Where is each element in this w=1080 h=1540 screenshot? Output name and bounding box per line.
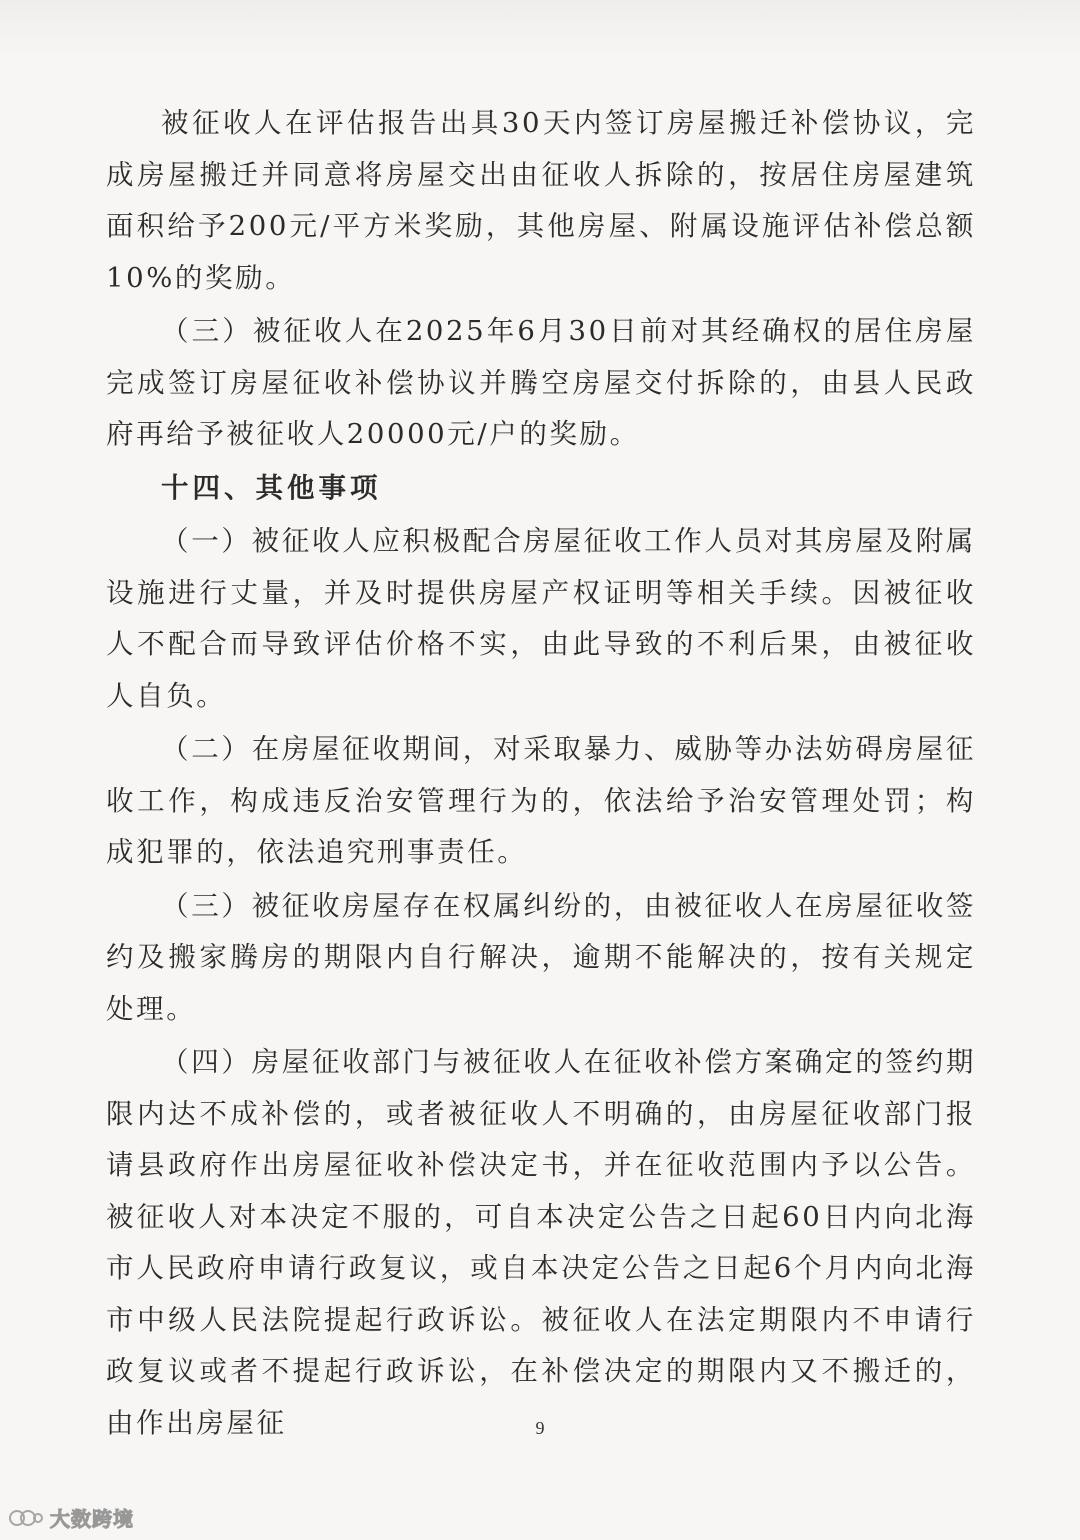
paragraph-item-1: （一）被征收人应积极配合房屋征收工作人员对其房屋及附属设施进行丈量，并及时提供房屋产权证明等相关手续。因被征收人不配合而导致评估价格不实，由此导致的不利后果，由被征收人自负。: [106, 525, 976, 712]
page-number: 9: [535, 1418, 545, 1438]
paragraph-item-2: （二）在房屋征收期间，对采取暴力、威胁等办法妨碍房屋征收工作，构成违反治安管理行为的，依法给予治安管理处罚；构成犯罪的，依法追究刑事责任。: [106, 733, 976, 868]
watermark-text: 大数跨境: [50, 1507, 134, 1531]
watermark: [8, 1503, 134, 1532]
document-body: [106, 98, 976, 1451]
paragraph-item-3: （三）被征收房屋存在权属纠纷的，由被征收人在房屋征收签约及搬家腾房的期限内自行解决，逾期不能解决的，按有关规定处理。: [106, 889, 976, 1025]
paragraph-item-3-reward: （三）被征收人在2025年6月30日前对其经确权的居住房屋完成签订房屋征收补偿协议并腾空房屋交付拆除的，由县人民政府再给予被征收人20000元/户的奖励。: [106, 315, 976, 450]
brand-logo-icon: [8, 1506, 44, 1530]
section-heading-other-matters: 十四、其他事项: [161, 471, 382, 504]
scan-shadow: [0, 0, 1080, 60]
paragraph-reward-terms: 被征收人在评估报告出具30天内签订房屋搬迁补偿协议，完成房屋搬迁并同意将房屋交出由征收人拆除的，按居住房屋建筑面积给予200元/平方米奖励，其他房屋、附属设施评估补偿总额10%的奖励。: [106, 107, 976, 294]
paragraph-item-4: （四）房屋征收部门与被征收人在征收补偿方案确定的签约期限内达不成补偿的，或者被征收人不明确的，由房屋征收部门报请县政府作出房屋征收补偿决定书，并在征收范围内予以公告。被征收人对本决定不服的，可自本决定公告之日起60日内向北海市人民政府申请行政复议，或自本决定公告之日起6个月内向北海市中级人民法院提起行政诉讼。被征收人在法定期限内不申请行政复议或者不提起行政诉讼，在补偿决定的期限内又不搬迁的，由作出房屋征: [106, 1046, 976, 1439]
